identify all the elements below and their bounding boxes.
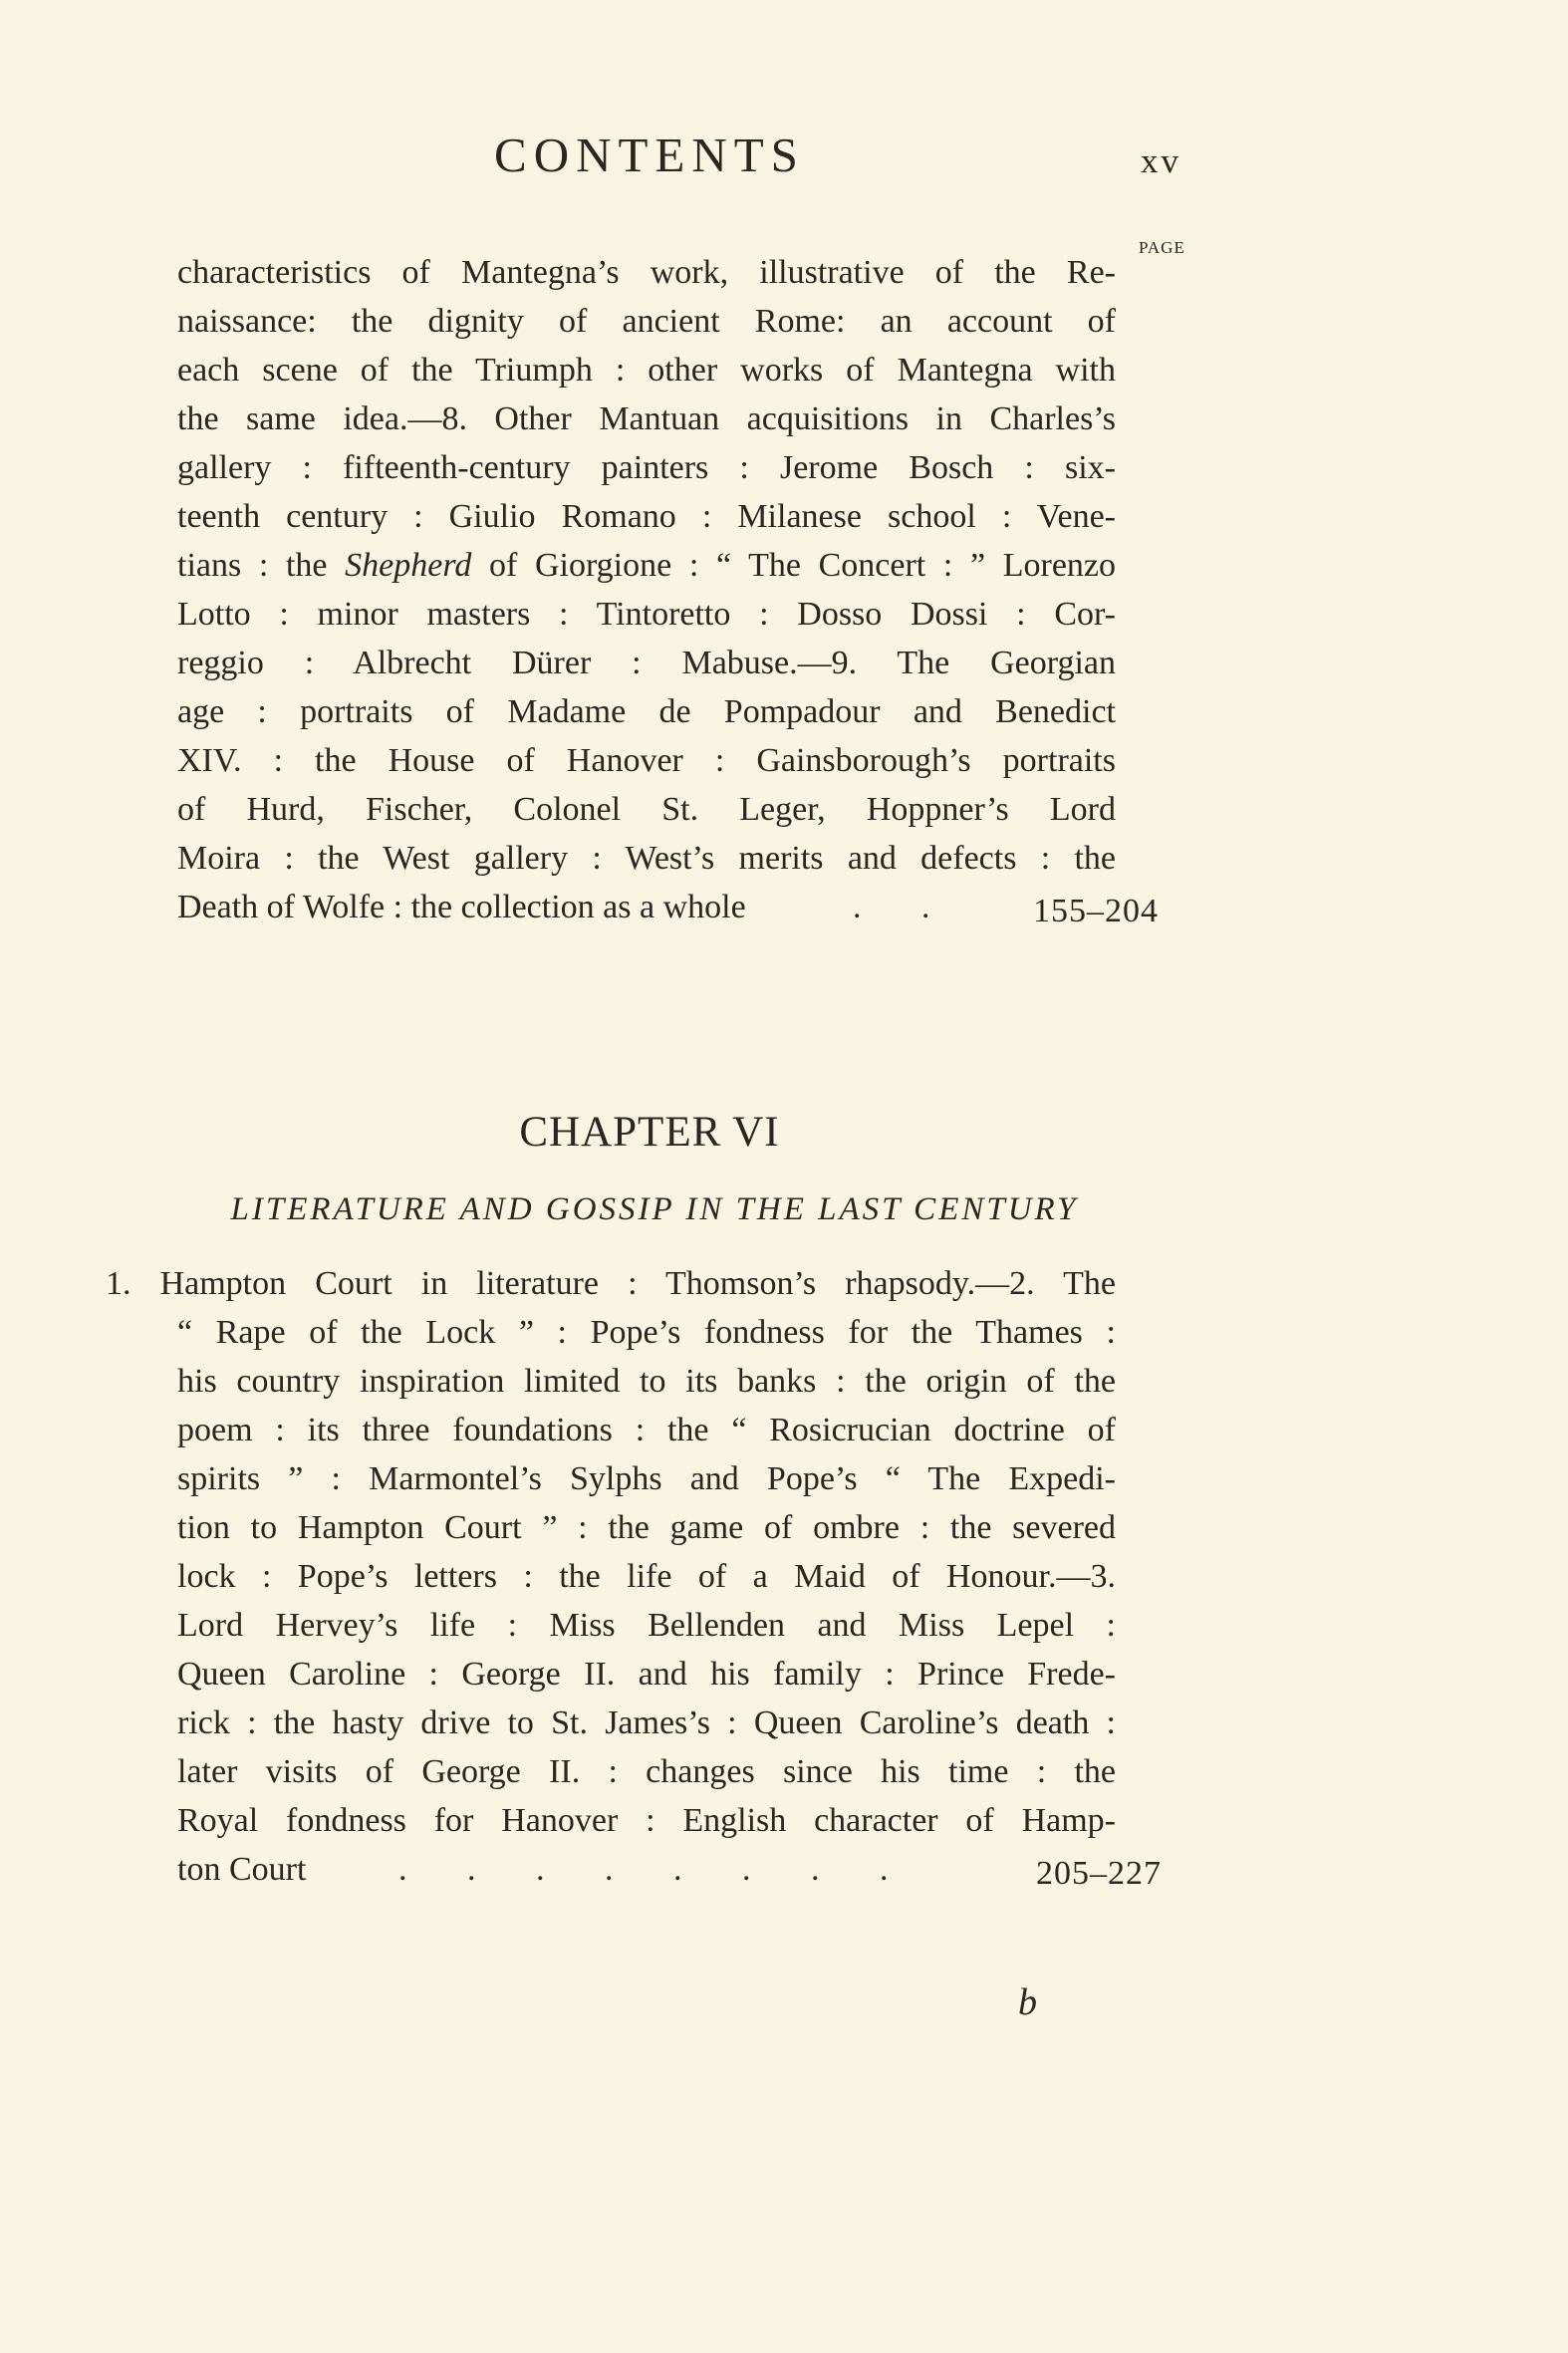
- summary-line: naissance: the dignity of ancient Rome: an account of: [177, 303, 1116, 340]
- summary-line: XIV. : the House of Hanover : Gainsborough’s portraits: [177, 742, 1116, 779]
- summary-line: poem : its three foundations : the “ Rosicrucian doctrine of: [177, 1412, 1116, 1448]
- dot-leader: . .: [853, 889, 956, 925]
- page-column-label: PAGE: [1139, 238, 1185, 257]
- summary-line: later visits of George II. : changes since his time : the: [177, 1753, 1116, 1790]
- text-segment: of Giorgione : “ The Concert : ” Lorenzo: [471, 547, 1116, 584]
- chapter-heading: CHAPTER VI: [519, 1109, 780, 1156]
- summary-line: of Hurd, Fischer, Colonel St. Leger, Hoppner’s Lord: [177, 791, 1116, 828]
- summary-line-shepherd: [177, 546, 1116, 586]
- summary-line: the same idea.—8. Other Mantuan acquisitions in Charles’s: [177, 400, 1116, 437]
- summary-line: tion to Hampton Court ” : the game of ombre : the severed: [177, 1509, 1116, 1546]
- summary-line: Lotto : minor masters : Tintoretto : Dosso Dossi : Cor-: [177, 596, 1116, 633]
- summary-line: age : portraits of Madame de Pompadour and Benedict: [177, 693, 1116, 730]
- page-range: 205–227: [1036, 1855, 1162, 1892]
- summary-line: Queen Caroline : George II. and his family : Prince Frede-: [177, 1656, 1116, 1693]
- dot-leader: . . . . . . . .: [398, 1851, 915, 1888]
- italic-title: Shepherd: [345, 547, 472, 584]
- summary-line: rick : the hasty drive to St. James’s : Queen Caroline’s death :: [177, 1704, 1116, 1741]
- page-range: 155–204: [1033, 893, 1159, 929]
- summary-last-line: Death of Wolfe : the collection as a whole: [177, 889, 746, 925]
- summary-line: Lord Hervey’s life : Miss Bellenden and Miss Lepel :: [177, 1607, 1116, 1644]
- running-header-title: CONTENTS: [494, 128, 805, 182]
- signature-mark: b: [1018, 1981, 1037, 2023]
- summary-line: 1. Hampton Court in literature : Thomson’s rhapsody.—2. The: [106, 1265, 1116, 1302]
- summary-line: characteristics of Mantegna’s work, illustrative of the Re-: [177, 254, 1116, 291]
- summary-line: Royal fondness for Hanover : English character of Hamp-: [177, 1802, 1116, 1839]
- summary-line: his country inspiration limited to its banks : the origin of the: [177, 1363, 1116, 1400]
- summary-line: teenth century : Giulio Romano : Milanese school : Vene-: [177, 498, 1116, 535]
- page-number: xv: [1141, 141, 1181, 180]
- summary-line: lock : Pope’s letters : the life of a Maid of Honour.—3.: [177, 1558, 1116, 1595]
- summary-line: reggio : Albrecht Dürer : Mabuse.—9. The Georgian: [177, 645, 1116, 681]
- summary-line: each scene of the Triumph : other works of Mantegna with: [177, 352, 1116, 389]
- summary-line: Moira : the West gallery : West’s merits and defects : the: [177, 840, 1116, 877]
- summary-line: gallery : fifteenth-century painters : Jerome Bosch : six-: [177, 449, 1116, 486]
- summary-line: spirits ” : Marmontel’s Sylphs and Pope’s “ The Expedi-: [177, 1460, 1116, 1497]
- summary-line: “ Rape of the Lock ” : Pope’s fondness for the Thames :: [177, 1314, 1116, 1351]
- text-segment: tians : the: [177, 547, 346, 584]
- chapter-title: LITERATURE AND GOSSIP IN THE LAST CENTURY: [230, 1191, 1079, 1227]
- summary-last-line: ton Court: [177, 1851, 307, 1888]
